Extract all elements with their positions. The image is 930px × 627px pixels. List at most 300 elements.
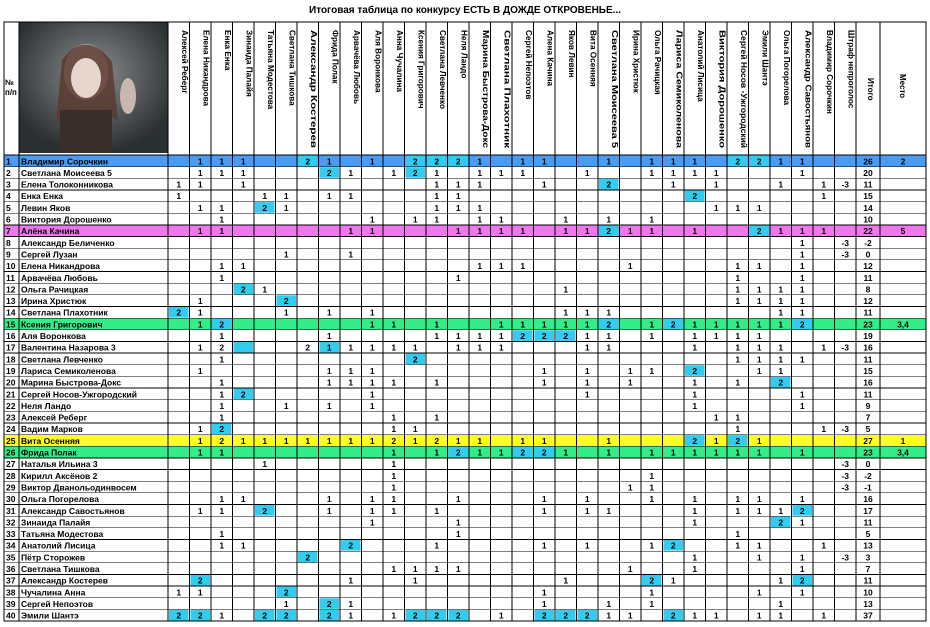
score-cell: 1 (369, 517, 375, 528)
score-cell: 1 (369, 400, 375, 411)
score-cell: 1 (348, 435, 354, 446)
score-cell: 1 (262, 435, 268, 446)
score-cell: 1 (606, 505, 612, 516)
column-header: Татьяна Модестова (265, 30, 275, 110)
score-cell: 1 (606, 331, 612, 341)
score-cell: 2 (649, 575, 655, 586)
score-cell: 1 (348, 167, 354, 178)
score-cell: 1 (283, 191, 289, 202)
total-cell: 12 (863, 296, 873, 307)
score-cell: 1 (821, 540, 827, 551)
score-cell: 1 (692, 552, 698, 563)
score-cell: 2 (670, 319, 676, 330)
score-cell: 1 (326, 156, 332, 167)
score-cell: 1 (477, 214, 483, 225)
score-cell: 1 (434, 564, 440, 574)
score-cell: 1 (756, 342, 762, 353)
score-cell: 1 (348, 377, 354, 388)
score-cell: 1 (455, 342, 461, 353)
score-cell: 1 (735, 505, 741, 516)
score-cell: 1 (412, 575, 418, 586)
score-cell: 2 (692, 191, 698, 202)
column-header: Арвачёва Любовь (351, 30, 361, 105)
score-cell: 1 (735, 272, 741, 283)
row-number: 10 (6, 261, 16, 272)
column-header: Штраф непроголос (846, 30, 856, 109)
participant-name: Елена Толоконникова (21, 179, 114, 190)
score-cell: 1 (778, 610, 784, 621)
score-cell: 1 (649, 494, 655, 505)
score-cell: 1 (219, 540, 225, 551)
score-cell: 1 (735, 261, 741, 272)
row-number: 23 (6, 412, 16, 423)
score-cell: 2 (283, 296, 289, 307)
score-cell: 1 (477, 179, 483, 190)
score-cell: 1 (455, 517, 461, 528)
score-cell: 1 (692, 226, 698, 237)
score-cell: 1 (670, 156, 676, 167)
score-cell: 2 (219, 319, 225, 330)
score-cell: 1 (627, 610, 633, 621)
score-cell: 1 (455, 272, 461, 283)
column-header: Ирина Христюк (631, 30, 641, 93)
score-cell: 2 (563, 331, 569, 341)
score-cell: 1 (219, 447, 225, 458)
score-cell: 1 (197, 505, 203, 516)
score-cell: -3 (841, 424, 850, 435)
score-cell: 1 (799, 284, 805, 295)
score-cell: 1 (391, 459, 397, 470)
row-number: 8 (6, 237, 11, 248)
row-number: 26 (6, 447, 16, 458)
score-cell: 1 (649, 365, 655, 376)
score-cell: 1 (778, 226, 784, 237)
score-cell: 1 (283, 202, 289, 213)
score-cell: 1 (455, 494, 461, 505)
score-cell: 2 (262, 610, 268, 621)
column-header: Светлана Плахотник (502, 30, 512, 114)
column-header: Светлана Тишкова (287, 30, 297, 106)
score-cell: 1 (326, 494, 332, 505)
score-cell: 1 (584, 377, 590, 388)
score-cell: 1 (670, 167, 676, 178)
score-cell: 1 (713, 179, 719, 190)
score-cell: 1 (756, 610, 762, 621)
score-cell: 2 (606, 319, 612, 330)
score-cell: 1 (606, 214, 612, 225)
score-cell: 1 (735, 494, 741, 505)
score-cell: 1 (520, 167, 526, 178)
score-cell: 1 (326, 505, 332, 516)
score-cell: 1 (799, 564, 805, 574)
score-cell: -3 (841, 237, 850, 248)
score-cell: 1 (692, 400, 698, 411)
score-cell: 1 (477, 261, 483, 272)
score-cell: 1 (713, 319, 719, 330)
score-cell: 1 (713, 435, 719, 446)
score-cell: 1 (283, 249, 289, 260)
score-cell: 1 (713, 167, 719, 178)
score-cell: 1 (692, 564, 698, 574)
score-cell: 1 (219, 331, 225, 341)
row-number: 20 (6, 377, 16, 388)
score-cell: 1 (283, 435, 289, 446)
participant-name: Александр Костерев (21, 575, 108, 586)
score-cell: 2 (799, 319, 805, 330)
score-cell: 2 (176, 610, 182, 621)
score-cell: 1 (735, 447, 741, 458)
score-cell: 1 (778, 505, 784, 516)
row-number: 22 (6, 400, 16, 411)
score-cell: 1 (219, 214, 225, 225)
score-cell: 1 (584, 319, 590, 330)
score-cell: 1 (563, 214, 569, 225)
score-cell: 2 (434, 435, 440, 446)
score-cell: 1 (778, 179, 784, 190)
score-cell: 1 (369, 319, 375, 330)
score-cell: 1 (219, 226, 225, 237)
score-cell: 1 (477, 331, 483, 341)
score-cell: 2 (541, 610, 547, 621)
participant-name: Сергей Носов-Ужгородский (21, 389, 137, 400)
score-cell: 1 (219, 400, 225, 411)
score-cell: 1 (348, 365, 354, 376)
score-cell: 1 (219, 529, 225, 540)
score-cell: 1 (391, 319, 397, 330)
score-cell: 1 (735, 540, 741, 551)
participant-name: Елена Никандрова (21, 261, 101, 272)
score-cell: 1 (391, 494, 397, 505)
score-cell: 1 (326, 307, 332, 318)
row-number: 35 (6, 552, 16, 563)
score-cell: 1 (520, 156, 526, 167)
total-cell: 0 (865, 459, 871, 470)
score-cell: 2 (455, 156, 461, 167)
score-cell: 1 (391, 342, 397, 353)
score-cell: 1 (563, 226, 569, 237)
score-cell: 2 (799, 505, 805, 516)
score-cell: 1 (434, 377, 440, 388)
row-highlight (4, 318, 926, 330)
total-cell: -2 (864, 470, 872, 481)
score-cell: 1 (434, 412, 440, 423)
column-header: Елена Никандрова (201, 30, 211, 107)
score-cell: 1 (477, 167, 483, 178)
column-header: Марина Быстрова-Докс (480, 30, 490, 127)
score-cell: 1 (563, 575, 569, 586)
column-header: Алексей Реберг (179, 30, 189, 94)
total-cell: 37 (863, 610, 873, 621)
score-cell: 2 (434, 610, 440, 621)
score-cell: 1 (391, 424, 397, 435)
score-cell: 1 (412, 342, 418, 353)
score-cell: 2 (756, 156, 762, 167)
score-cell: 1 (197, 319, 203, 330)
score-cell: -3 (841, 179, 850, 190)
total-cell: 20 (863, 167, 873, 178)
total-cell: 11 (863, 307, 873, 318)
total-cell: 26 (863, 156, 873, 167)
score-cell: 1 (520, 226, 526, 237)
place-cell: 3,4 (897, 447, 909, 458)
score-cell: 1 (391, 482, 397, 493)
score-cell: 1 (670, 447, 676, 458)
score-cell: 1 (391, 564, 397, 574)
place-cell: 5 (900, 226, 906, 237)
score-cell: 1 (197, 435, 203, 446)
score-cell: 1 (326, 400, 332, 411)
score-cell: 1 (563, 284, 569, 295)
row-number: 39 (6, 598, 16, 609)
row-number: 7 (6, 226, 11, 237)
score-cell: 1 (240, 179, 246, 190)
score-cell: 1 (692, 505, 698, 516)
score-cell: 1 (670, 179, 676, 190)
row-number: 4 (6, 191, 11, 202)
score-cell: 2 (455, 610, 461, 621)
score-cell: 1 (799, 400, 805, 411)
score-cell: 2 (391, 435, 397, 446)
participant-name: Чучалина Анна (21, 587, 86, 598)
score-cell: 1 (778, 307, 784, 318)
score-cell: 1 (627, 482, 633, 493)
score-cell: 1 (455, 564, 461, 574)
score-cell: 2 (240, 284, 246, 295)
score-cell: 1 (821, 424, 827, 435)
score-cell: 1 (455, 191, 461, 202)
score-cell: 1 (713, 610, 719, 621)
score-cell: 1 (799, 307, 805, 318)
score-cell: 1 (606, 610, 612, 621)
score-cell: 2 (670, 610, 676, 621)
score-cell: 1 (713, 447, 719, 458)
score-cell: 1 (756, 540, 762, 551)
score-cell: 1 (391, 505, 397, 516)
score-cell: 1 (692, 517, 698, 528)
score-cell: 1 (219, 389, 225, 400)
score-cell: 1 (176, 587, 182, 598)
column-header: Алена Качина (545, 30, 555, 87)
participant-name: Александр Савостьянов (21, 505, 125, 516)
score-cell: 1 (326, 377, 332, 388)
score-cell: 1 (735, 377, 741, 388)
column-header: Вита Осенняя (588, 30, 598, 87)
total-cell: 11 (863, 179, 873, 190)
score-cell: 1 (541, 598, 547, 609)
participant-name: Светлана Плахотник (21, 307, 108, 318)
score-cell: 1 (391, 412, 397, 423)
score-cell: -3 (841, 342, 850, 353)
score-cell: 1 (283, 598, 289, 609)
score-cell: 2 (176, 307, 182, 318)
total-cell: 22 (863, 226, 873, 237)
score-cell: 2 (412, 167, 418, 178)
row-number: 16 (6, 331, 16, 341)
header-num: № п/п (5, 78, 17, 97)
score-cell: 2 (219, 424, 225, 435)
participant-name: Наталья Ильина 3 (21, 459, 98, 470)
score-cell: 1 (649, 598, 655, 609)
score-cell: 1 (541, 365, 547, 376)
score-cell: 1 (326, 191, 332, 202)
score-cell: 1 (649, 447, 655, 458)
score-cell: 1 (778, 365, 784, 376)
score-cell: 2 (434, 156, 440, 167)
score-cell: 1 (477, 156, 483, 167)
score-cell: 1 (219, 377, 225, 388)
column-header: Сергей Носов -Ужгородский (738, 30, 748, 144)
column-header: Светлана Левченко (437, 30, 447, 109)
participant-name: Марина Быстрова-Докс (21, 377, 122, 388)
row-number: 40 (6, 610, 16, 621)
score-cell: 1 (778, 598, 784, 609)
score-cell: 1 (713, 202, 719, 213)
score-cell: 1 (756, 552, 762, 563)
score-cell: 1 (369, 494, 375, 505)
column-header: Енка Енка (222, 30, 232, 71)
row-highlight (4, 435, 926, 447)
participant-name: Татьяна Модестова (21, 529, 104, 540)
score-cell: 1 (735, 412, 741, 423)
score-cell: 1 (197, 156, 203, 167)
total-cell: 23 (863, 447, 873, 458)
row-number: 17 (6, 342, 16, 353)
score-cell: 1 (240, 156, 246, 167)
score-cell: 1 (369, 365, 375, 376)
total-cell: 23 (863, 319, 873, 330)
column-header: Яков Левин (566, 30, 576, 78)
score-cell: 1 (348, 226, 354, 237)
score-cell: 1 (778, 575, 784, 586)
total-cell: -1 (864, 482, 872, 493)
score-cell: 1 (584, 494, 590, 505)
row-number: 9 (6, 249, 11, 260)
score-cell: 2 (520, 331, 526, 341)
score-cell: 1 (627, 564, 633, 574)
score-cell: 1 (520, 435, 526, 446)
row-number: 14 (6, 307, 16, 318)
score-cell: 1 (348, 191, 354, 202)
score-cell: 1 (391, 470, 397, 481)
score-cell: 1 (434, 179, 440, 190)
score-cell: 1 (735, 354, 741, 365)
score-cell: 1 (627, 226, 633, 237)
score-cell: 1 (670, 575, 676, 586)
total-cell: 11 (863, 517, 873, 528)
score-cell: 1 (821, 191, 827, 202)
score-cell: 1 (778, 284, 784, 295)
row-number: 3 (6, 179, 11, 190)
score-cell: 1 (369, 307, 375, 318)
score-cell: -3 (841, 482, 850, 493)
score-cell: 1 (756, 587, 762, 598)
column-header: Ольга Рачицкая (652, 30, 662, 95)
score-cell: 1 (799, 167, 805, 178)
score-cell: 1 (584, 342, 590, 353)
score-cell: 1 (584, 540, 590, 551)
participant-name: Ольга Погорелова (21, 494, 99, 505)
score-cell: 1 (498, 214, 504, 225)
score-cell: 1 (541, 179, 547, 190)
score-cell: 2 (219, 435, 225, 446)
score-cell: 1 (348, 610, 354, 621)
score-cell: 1 (434, 331, 440, 341)
score-cell: 2 (778, 517, 784, 528)
participant-name: Сергей Лузан (21, 249, 78, 260)
score-cell: 1 (455, 331, 461, 341)
score-cell: 1 (821, 179, 827, 190)
score-cell: 1 (735, 342, 741, 353)
total-cell: 11 (863, 354, 873, 365)
score-cell: 2 (326, 610, 332, 621)
page-title: Итоговая таблица по конкурсу ЕСТЬ В ДОЖДЕ ОТКРОВЕНЬЕ... (309, 5, 621, 16)
score-cell: 1 (455, 529, 461, 540)
score-cell: 1 (735, 202, 741, 213)
score-cell: 1 (649, 331, 655, 341)
total-cell: 27 (863, 435, 873, 446)
row-number: 32 (6, 517, 16, 528)
score-cell: 1 (799, 272, 805, 283)
score-cell: 1 (520, 261, 526, 272)
score-cell: 1 (326, 342, 332, 353)
score-cell: 1 (627, 261, 633, 272)
score-cell: 1 (692, 389, 698, 400)
total-cell: 15 (863, 365, 873, 376)
column-header: Светлана Моисеева 5 (609, 30, 619, 118)
participant-name: Светлана Левченко (21, 354, 103, 365)
column-header: Анатолий Лисица (695, 30, 705, 102)
score-cell: 1 (756, 296, 762, 307)
total-cell: -2 (864, 237, 872, 248)
score-cell: 1 (799, 226, 805, 237)
score-cell: 1 (498, 167, 504, 178)
score-cell: 1 (735, 424, 741, 435)
row-number: 1 (6, 156, 11, 167)
score-cell: 2 (756, 226, 762, 237)
score-cell: 1 (735, 331, 741, 341)
total-cell: 3 (865, 552, 871, 563)
column-header: Фрида Полак (330, 30, 340, 84)
score-cell: 1 (391, 377, 397, 388)
score-cell: 1 (606, 598, 612, 609)
score-cell: 2 (197, 610, 203, 621)
score-cell: 1 (799, 494, 805, 505)
score-cell: 1 (756, 331, 762, 341)
column-header: Зинаида Палайя (244, 30, 254, 97)
score-cell: 1 (197, 447, 203, 458)
row-number: 34 (6, 540, 16, 551)
score-cell: 1 (498, 261, 504, 272)
score-cell: 2 (412, 156, 418, 167)
row-number: 25 (6, 435, 16, 446)
score-cell: 1 (541, 540, 547, 551)
score-cell: 2 (606, 226, 612, 237)
score-cell: 1 (606, 342, 612, 353)
score-cell: 1 (477, 435, 483, 446)
participant-name: Сергей Непоэтов (21, 598, 94, 609)
score-cell: 2 (735, 156, 741, 167)
score-cell: 1 (240, 494, 246, 505)
row-number: 33 (6, 529, 16, 540)
participant-name: Ирина Христюк (21, 296, 87, 307)
score-cell: 1 (799, 261, 805, 272)
score-cell: 1 (391, 610, 397, 621)
score-cell: 1 (369, 389, 375, 400)
score-cell: 1 (477, 342, 483, 353)
participant-name: Лариса Семиколенова (21, 365, 116, 376)
column-header: Александр Костерев (308, 30, 318, 114)
score-cell: 2 (670, 540, 676, 551)
